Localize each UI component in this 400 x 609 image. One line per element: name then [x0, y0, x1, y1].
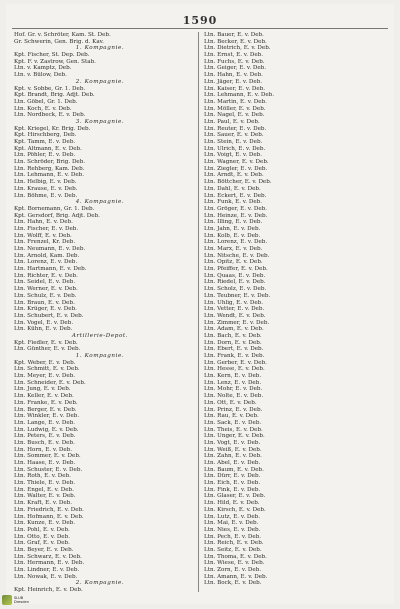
list-item: Ltn. Riedel, E. v. Deb.: [204, 279, 266, 286]
list-item: Ltn. Nies, E. v. Deb.: [204, 526, 261, 533]
list-item: Ltn. Schwarz, E. v. Deb.: [14, 553, 82, 560]
list-item: Kpt. Gersdorf, Brig. Adjt. Deb.: [14, 212, 100, 219]
list-item: Kpt. Weber, E. v. Deb.: [14, 359, 76, 366]
list-item: Ltn. v. Bülow, Deb.: [14, 72, 67, 79]
list-item: Ltn. Böhme, E. v. Deb.: [14, 192, 78, 199]
list-item: Ltn. Dietrich, E. v. Deb.: [204, 45, 271, 52]
list-item: Kpt. Bornemann, Gr. 1. Deb.: [14, 205, 95, 212]
list-item: Ltn. Schröder, Brig. Deb.: [14, 159, 86, 166]
list-item: Ltn. Zahn, E. v. Deb.: [204, 453, 262, 460]
list-item: Ltn. Vetter, E. v. Deb.: [204, 306, 265, 313]
list-item: Ltn. Hahn, E. v. Deb.: [204, 72, 263, 79]
list-item: Ltn. Seidel, E. v. Deb.: [14, 279, 76, 286]
list-item: Ltn. Gerber, E. v. Deb.: [204, 359, 267, 366]
list-item: Ltn. Abel, E. v. Deb.: [204, 460, 261, 466]
list-item: Ltn. Kern, E. v. Deb.: [204, 373, 262, 380]
column-divider: [198, 32, 199, 592]
list-item: Kpt. Kriegel, Kr. Brig. Deb.: [14, 125, 91, 132]
list-item: Ltn. Günther, E. v. Deb.: [14, 346, 81, 353]
document-page: [6, 4, 394, 604]
list-item: Ltn. Reuter, E. v. Deb.: [204, 125, 267, 132]
library-logo-text: SLUB Dresden: [14, 595, 30, 604]
list-item: Ltn. Göbel, Gr. 1. Deb.: [14, 98, 78, 105]
list-item: Ltn. Thoma, E. v. Deb.: [204, 553, 267, 560]
list-item: Ltn. Keller, E. v. Deb.: [14, 393, 74, 400]
list-item: Ltn. Neumann, E. v. Deb.: [14, 246, 86, 252]
list-item: Ltn. Sommer, E. v. Deb.: [14, 453, 81, 460]
list-item: Ltn. Weiß, E. v. Deb.: [204, 446, 262, 453]
list-item: Ltn. Lutz, E. v. Deb.: [204, 513, 261, 520]
list-item: Ltn. Hermann, E. v. Deb.: [14, 560, 85, 567]
list-item: Ltn. Heinze, E. v. Deb.: [204, 212, 268, 219]
list-item: Ltn. Stein, E. v. Deb.: [204, 139, 263, 145]
list-item: 2. Kompagnie.: [75, 580, 125, 587]
right-column: [204, 32, 376, 592]
list-item: Ltn. Lorenz, E. v. Deb.: [14, 259, 78, 266]
list-item: Ltn. Kühn, E. v. Deb.: [14, 326, 73, 333]
list-item: Ltn. Sack, E. v. Deb.: [204, 419, 262, 426]
list-item: Ltn. Dahl, E. v. Deb.: [204, 185, 261, 192]
list-item: Ltn. Baum, E. v. Deb.: [204, 466, 264, 473]
list-item: Ltn. Bach, E. v. Deb.: [204, 332, 262, 339]
list-item: Ltn. Bock, E. v. Deb.: [204, 580, 262, 587]
list-item: Ltn. Uhlig, E. v. Deb.: [204, 299, 263, 306]
list-item: Kpt. Fischer, St. Dep. Deb.: [14, 52, 90, 59]
list-item: Ltn. Braun, E. v. Deb.: [14, 299, 75, 306]
list-item: 1. Kompagnie.: [75, 353, 125, 359]
list-item: Ltn. Kunze, E. v. Deb.: [14, 520, 76, 527]
list-item: Ltn. Mai, E. v. Deb.: [204, 520, 259, 527]
list-item: Ltn. Fink, E. v. Deb.: [204, 486, 261, 493]
list-item: Ltn. Becker, E. v. Deb.: [204, 38, 267, 45]
list-item: Ltn. Fuchs, E. v. Deb.: [204, 58, 265, 65]
list-item: 4. Kompagnie.: [75, 199, 125, 206]
list-item: Ltn. Walter, E. v. Deb.: [14, 493, 76, 500]
list-item: Ltn. Peters, E. v. Deb.: [14, 433, 76, 440]
list-item: Ltn. Dürr, E. v. Deb.: [204, 473, 261, 480]
list-item: Ltn. Möller, E. v. Deb.: [204, 105, 266, 112]
list-item: Ltn. Hofmann, E. v. Deb.: [14, 513, 84, 520]
list-item: Ltn. Haase, E. v. Deb.: [14, 460, 76, 466]
list-item: Ltn. Ernst, E. v. Deb.: [204, 52, 264, 59]
list-item: Ltn. Illing, E. v. Deb.: [204, 219, 263, 226]
list-item: Ltn. Zimmer, E. v. Deb.: [204, 319, 270, 326]
list-item: Ltn. Jäger, E. v. Deb.: [204, 78, 263, 85]
list-item: Ltn. Wendt, E. v. Deb.: [204, 312, 266, 319]
list-item: Gr. Schwerin, Gen. Brig. d. Kav.: [14, 38, 104, 45]
list-item: Ltn. Lindner, E. v. Deb.: [14, 567, 80, 573]
list-item: Ltn. Paul, E. v. Deb.: [204, 118, 260, 125]
list-item: Ltn. Kirsch, E. v. Deb.: [204, 506, 266, 513]
list-item: Kpt. Tamm, E. v. Deb.: [14, 139, 76, 145]
list-item: Ltn. Frank, E. v. Deb.: [204, 353, 265, 359]
list-item: Ltn. Vogt, E. v. Deb.: [204, 439, 261, 446]
list-item: Ltn. Jahn, E. v. Deb.: [204, 225, 261, 232]
list-item: Ltn. Rau, E. v. Deb.: [204, 413, 259, 420]
library-logo-mark: [2, 595, 12, 605]
list-item: 2. Kompagnie.: [75, 78, 125, 85]
list-item: Ltn. Reich, E. v. Deb.: [204, 540, 264, 547]
list-item: Ltn. Frenzel, Kr. Deb.: [14, 239, 76, 246]
list-item: Ltn. Böttcher, E. v. Deb.: [204, 179, 272, 186]
page-number: 1590: [182, 14, 218, 27]
list-item: Ltn. Rehberg, Kam. Deb.: [14, 165, 85, 172]
list-item: Ltn. Schneider, E. v. Deb.: [14, 379, 86, 386]
list-item: Hof. Gr. v. Schröter, Kam. St. Deb.: [14, 32, 111, 38]
list-item: Ltn. Krause, E. v. Deb.: [14, 185, 78, 192]
list-item: Ltn. Roth, E. v. Deb.: [14, 473, 71, 480]
list-item: Ltn. Geiger, E. v. Deb.: [204, 65, 267, 72]
list-item: Ltn. Hild, E. v. Deb.: [204, 500, 260, 507]
list-item: Ltn. Lorenz, E. v. Deb.: [204, 239, 268, 246]
list-item: Ltn. Pech, E. v. Deb.: [204, 533, 262, 540]
list-item: Ltn. Wolff, E. v. Deb.: [14, 232, 72, 239]
list-item: Artillerie-Depot.: [71, 332, 129, 339]
list-item: Ltn. Thiele, E. v. Deb.: [14, 480, 76, 487]
library-logo: [2, 593, 64, 607]
list-item: Ltn. Pfeiffer, E. v. Deb.: [204, 266, 268, 273]
list-item: Ltn. Voigt, E. v. Deb.: [204, 152, 263, 159]
list-item: Ltn. Ulrich, E. v. Deb.: [204, 145, 266, 152]
list-item: Ltn. Pohl, E. v. Deb.: [14, 526, 70, 533]
list-item: Ltn. Franke, E. v. Deb.: [14, 399, 78, 406]
list-item: Ltn. Richter, E. v. Deb.: [14, 272, 78, 279]
list-item: Ltn. Vogel, E. v. Deb.: [14, 319, 74, 326]
list-item: Ltn. Wiese, E. v. Deb.: [204, 560, 265, 567]
list-item: Ltn. Seitz, E. v. Deb.: [204, 546, 262, 553]
list-item: Ltn. Hesse, E. v. Deb.: [204, 366, 265, 373]
list-item: Ltn. Dorn, E. v. Deb.: [204, 339, 262, 346]
list-item: Ltn. Helbig, E. v. Deb.: [14, 179, 77, 186]
list-item: Ltn. Theis, E. v. Deb.: [204, 426, 263, 433]
list-item: Ltn. Friedrich, E. v. Deb.: [14, 506, 84, 513]
list-item: Ltn. Eich, E. v. Deb.: [204, 480, 261, 487]
list-item: Ltn. v. Kamptz, Deb.: [14, 65, 72, 72]
list-item: Ltn. Marx, E. v. Deb.: [204, 246, 263, 252]
left-column: [14, 32, 186, 592]
list-item: Kpt. v. Sobbe, Gr. 1. Deb.: [14, 85, 86, 92]
list-item: Ltn. Ott, E. v. Deb.: [204, 399, 257, 406]
list-item: Ltn. Lenz, E. v. Deb.: [204, 379, 262, 386]
list-item: Ltn. Nolte, E. v. Deb.: [204, 393, 264, 400]
header-rule: [12, 28, 388, 29]
list-item: Ltn. Adam, E. v. Deb.: [204, 326, 264, 333]
list-item: Ltn. Beyer, E. v. Deb.: [14, 546, 74, 553]
list-item: Kpt. Brandt, Brig. Adjt. Deb.: [14, 92, 95, 99]
list-item: 3. Kompagnie.: [75, 118, 125, 125]
list-item: Ltn. Ebert, E. v. Deb.: [204, 346, 264, 353]
list-item: Ltn. Quaas, E. v. Deb.: [204, 272, 266, 279]
list-item: Ltn. Bauer, E. v. Deb.: [204, 32, 264, 38]
list-item: Ltn. Pöhler, E. v. Deb.: [14, 152, 76, 159]
list-item: Ltn. Otto, E. v. Deb.: [14, 533, 70, 540]
list-item: Ltn. Arndt, E. v. Deb.: [204, 172, 264, 179]
list-item: Ltn. Krüger, E. v. Deb.: [14, 306, 77, 313]
list-item: Ltn. Wagner, E. v. Deb.: [204, 159, 269, 166]
list-item: Ltn. Nagel, E. v. Deb.: [204, 112, 265, 119]
list-item: Ltn. Schmitt, E. v. Deb.: [14, 366, 80, 373]
list-item: Ltn. Nitsche, E. v. Deb.: [204, 252, 270, 259]
list-item: Ltn. Lehmann, E. v. Deb.: [204, 92, 274, 99]
list-item: Kpt. Fiedler, E. v. Deb.: [14, 339, 78, 346]
list-item: Kpt. Altmann, E. v. Deb.: [14, 145, 82, 152]
list-item: Ltn. Arnold, Kam. Deb.: [14, 252, 80, 259]
list-item: Kpt. Hirschberg, Deb.: [14, 132, 77, 139]
list-item: Ltn. Scholz, E. v. Deb.: [204, 286, 267, 293]
list-item: Ltn. Lehmann, E. v. Deb.: [14, 172, 84, 179]
list-item: Ltn. Amann, E. v. Deb.: [204, 573, 268, 580]
list-item: Ltn. Schubert, E. v. Deb.: [14, 312, 84, 319]
list-item: Ltn. Kolb, E. v. Deb.: [204, 232, 261, 239]
list-item: Ltn. Winkler, E. v. Deb.: [14, 413, 80, 420]
list-item: Ltn. Schulz, E. v. Deb.: [14, 292, 77, 299]
list-item: Ltn. Martin, E. v. Deb.: [204, 98, 267, 105]
list-item: Ltn. Kraft, E. v. Deb.: [14, 500, 73, 507]
list-item: Ltn. Hahn, E. v. Deb.: [14, 219, 73, 226]
list-item: 1. Kompagnie.: [75, 45, 125, 52]
list-item: Ltn. Prinz, E. v. Deb.: [204, 406, 263, 413]
list-item: Ltn. Berger, E. v. Deb.: [14, 406, 77, 413]
list-item: Kpt. Heinrich, E. v. Deb.: [14, 587, 83, 592]
list-item: Ltn. Busch, E. v. Deb.: [14, 439, 75, 446]
list-item: Kpt. F. v. Zastrow, Gen. Stab.: [14, 58, 96, 65]
list-item: Ltn. Graf, E. v. Deb.: [14, 540, 70, 547]
list-item: Ltn. Hartmann, E. v. Deb.: [14, 266, 87, 273]
list-item: Ltn. Funk, E. v. Deb.: [204, 199, 262, 206]
list-item: Ltn. Ludwig, E. v. Deb.: [14, 426, 79, 433]
list-item: Ltn. Teubner, E. v. Deb.: [204, 292, 271, 299]
list-item: Ltn. Nowak, E. v. Deb.: [14, 573, 78, 580]
list-item: Ltn. Zorn, E. v. Deb.: [204, 567, 262, 573]
list-item: Ltn. Schuster, E. v. Deb.: [14, 466, 83, 473]
list-item: Ltn. Nordbeck, E. v. Deb.: [14, 112, 86, 119]
list-item: Ltn. Lange, E. v. Deb.: [14, 419, 76, 426]
list-item: Ltn. Engel, E. v. Deb.: [14, 486, 74, 493]
list-item: Ltn. Fischer, E. v. Deb.: [14, 225, 79, 232]
list-item: Ltn. Unger, E. v. Deb.: [204, 433, 265, 440]
list-item: Ltn. Meyer, E. v. Deb.: [14, 373, 76, 380]
list-item: Ltn. Ziegler, E. v. Deb.: [204, 165, 268, 172]
list-item: Ltn. Eckert, E. v. Deb.: [204, 192, 267, 199]
list-item: Ltn. Jung, E. v. Deb.: [14, 386, 71, 393]
list-item: Ltn. Kaiser, E. v. Deb.: [204, 85, 266, 92]
list-item: Ltn. Sauer, E. v. Deb.: [204, 132, 264, 139]
list-item: Ltn. Glaser, E. v. Deb.: [204, 493, 266, 500]
list-item: Ltn. Gröger, E. v. Deb.: [204, 205, 267, 212]
list-item: Ltn. Koch, E. v. Deb.: [14, 105, 72, 112]
list-item: Ltn. Mohr, E. v. Deb.: [204, 386, 263, 393]
list-item: Ltn. Horn, E. v. Deb.: [14, 446, 73, 453]
list-item: Ltn. Opitz, E. v. Deb.: [204, 259, 263, 266]
list-item: Ltn. Werner, E. v. Deb.: [14, 286, 78, 293]
